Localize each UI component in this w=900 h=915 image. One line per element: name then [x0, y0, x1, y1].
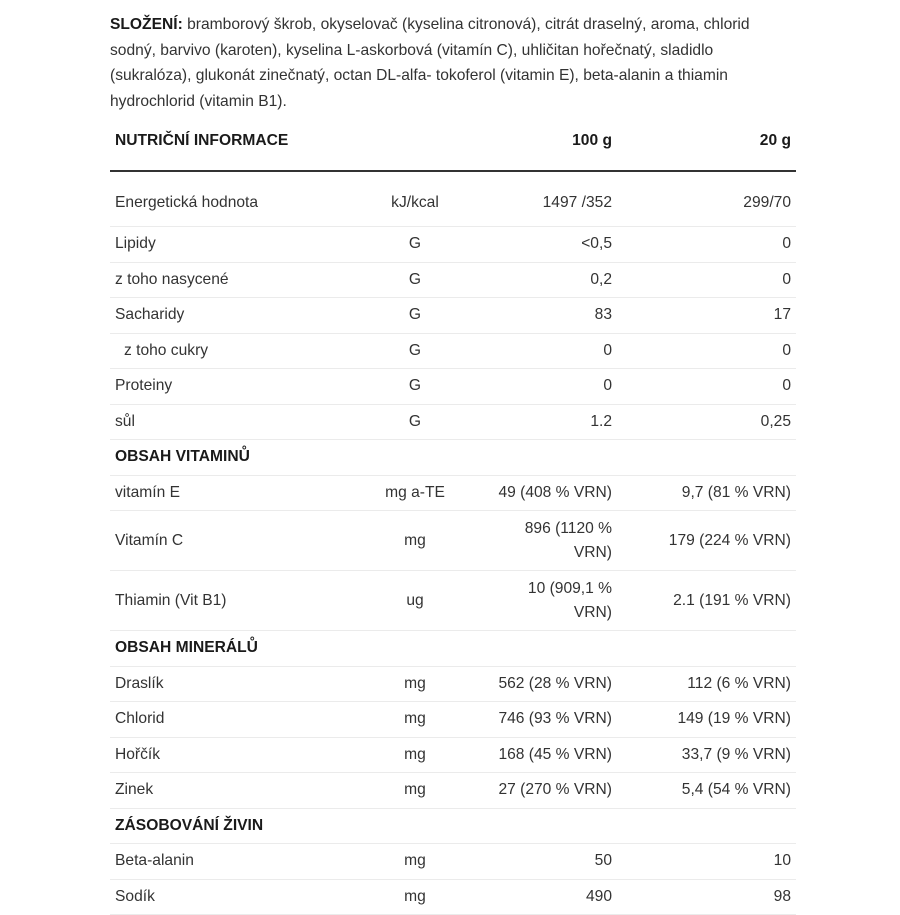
row-per-100g: 562 (28 % VRN)	[475, 666, 617, 702]
table-row	[110, 475, 796, 511]
table-row	[110, 844, 796, 880]
row-name-text: z toho cukry	[124, 341, 209, 359]
row-name: Hořčík	[110, 737, 355, 773]
row-unit: ug	[355, 571, 475, 631]
row-name: Energetická hodnota	[110, 171, 355, 227]
row-unit: mg	[355, 737, 475, 773]
row-per-20g: 149 (19 % VRN)	[617, 702, 796, 738]
row-name: z toho nasycené	[110, 262, 355, 298]
product-info	[110, 12, 796, 915]
row-per-20g: 299/70	[617, 171, 796, 227]
row-name: vitamín E	[110, 475, 355, 511]
table-row	[110, 702, 796, 738]
row-name: Vitamín C	[110, 511, 355, 571]
row-per-20g: 10	[617, 844, 796, 880]
row-per-100g	[475, 511, 617, 571]
row-per-100g: 49 (408 % VRN)	[475, 475, 617, 511]
row-per-100g: 490	[475, 879, 617, 915]
row-unit: mg	[355, 844, 475, 880]
section-row-vitamins	[110, 440, 796, 476]
row-unit: mg	[355, 773, 475, 809]
row-per-100g: 168 (45 % VRN)	[475, 737, 617, 773]
row-unit: G	[355, 369, 475, 405]
section-row-minerals	[110, 631, 796, 667]
row-per-20g: 0	[617, 333, 796, 369]
ingredients-label: SLOŽENÍ:	[110, 16, 183, 33]
row-unit: mg	[355, 879, 475, 915]
ingredients-paragraph	[110, 12, 796, 114]
header-nutrition-info: NUTRIČNÍ INFORMACE	[110, 128, 355, 171]
section-row-supply	[110, 808, 796, 844]
row-per-20g: 98	[617, 879, 796, 915]
row-per-20g: 0	[617, 262, 796, 298]
row-per-100g: 1.2	[475, 404, 617, 440]
row-per-100g: 50	[475, 844, 617, 880]
row-per-20g: 2.1 (191 % VRN)	[617, 571, 796, 631]
table-row	[110, 298, 796, 334]
section-title-vitamins: OBSAH VITAMINŮ	[110, 440, 796, 476]
row-name: Thiamin (Vit B1)	[110, 571, 355, 631]
table-header-row	[110, 128, 796, 171]
row-unit: G	[355, 262, 475, 298]
row-per-100g: 0	[475, 333, 617, 369]
table-row	[110, 369, 796, 405]
row-per-20g: 0,25	[617, 404, 796, 440]
row-per-20g: 179 (224 % VRN)	[617, 511, 796, 571]
row-name	[110, 333, 355, 369]
table-row	[110, 171, 796, 227]
row-name: Lipidy	[110, 227, 355, 263]
row-unit: G	[355, 227, 475, 263]
row-per-100g: <0,5	[475, 227, 617, 263]
row-unit: mg	[355, 511, 475, 571]
row-name: Zinek	[110, 773, 355, 809]
row-unit: G	[355, 404, 475, 440]
row-name: Beta-alanin	[110, 844, 355, 880]
row-name: Draslík	[110, 666, 355, 702]
row-unit: mg	[355, 702, 475, 738]
row-per-20g: 9,7 (81 % VRN)	[617, 475, 796, 511]
row-per-100g: 1497 /352	[475, 171, 617, 227]
row-per-100g: 83	[475, 298, 617, 334]
nutrition-table	[110, 128, 796, 915]
row-unit: mg	[355, 666, 475, 702]
row-per-20g: 0	[617, 369, 796, 405]
row-per-20g: 112 (6 % VRN)	[617, 666, 796, 702]
row-per-20g: 0	[617, 227, 796, 263]
row-per-100g-text: 10 (909,1 % VRN)	[527, 579, 612, 621]
row-name: Sacharidy	[110, 298, 355, 334]
row-unit: kJ/kcal	[355, 171, 475, 227]
row-per-100g: 27 (270 % VRN)	[475, 773, 617, 809]
row-unit: mg a-TE	[355, 475, 475, 511]
row-name: Chlorid	[110, 702, 355, 738]
row-unit: G	[355, 298, 475, 334]
table-row	[110, 773, 796, 809]
row-per-20g: 5,4 (54 % VRN)	[617, 773, 796, 809]
row-per-100g	[475, 571, 617, 631]
table-row	[110, 879, 796, 915]
row-per-100g: 0,2	[475, 262, 617, 298]
header-per-100g: 100 g	[475, 128, 617, 171]
row-per-20g: 33,7 (9 % VRN)	[617, 737, 796, 773]
ingredients-text: bramborový škrob, okyselovač (kyselina citronová), citrát draselný, aroma, chlorid sodný, barvivo (karoten), kyselina L-askorbová (vitamín C), uhličitan hořečnatý, sladidlo (sukralóza), glukonát zinečnatý, octan DL-alfa- tokoferol (vitamin E), beta-alanin a thiamin hydrochlorid (vitamin B1).	[110, 16, 750, 110]
table-row	[110, 511, 796, 571]
row-name: Proteiny	[110, 369, 355, 405]
table-row	[110, 737, 796, 773]
table-row	[110, 227, 796, 263]
row-name: Sodík	[110, 879, 355, 915]
header-unit	[355, 128, 475, 171]
header-per-20g: 20 g	[617, 128, 796, 171]
table-row	[110, 571, 796, 631]
table-row	[110, 666, 796, 702]
row-per-100g: 0	[475, 369, 617, 405]
section-title-supply: ZÁSOBOVÁNÍ ŽIVIN	[110, 808, 796, 844]
row-per-20g: 17	[617, 298, 796, 334]
table-row	[110, 404, 796, 440]
row-per-100g-text: 896 (1120 % VRN)	[524, 519, 612, 561]
table-row	[110, 333, 796, 369]
table-row	[110, 262, 796, 298]
section-title-minerals: OBSAH MINERÁLŮ	[110, 631, 796, 667]
row-unit: G	[355, 333, 475, 369]
row-name: sůl	[110, 404, 355, 440]
row-per-100g: 746 (93 % VRN)	[475, 702, 617, 738]
